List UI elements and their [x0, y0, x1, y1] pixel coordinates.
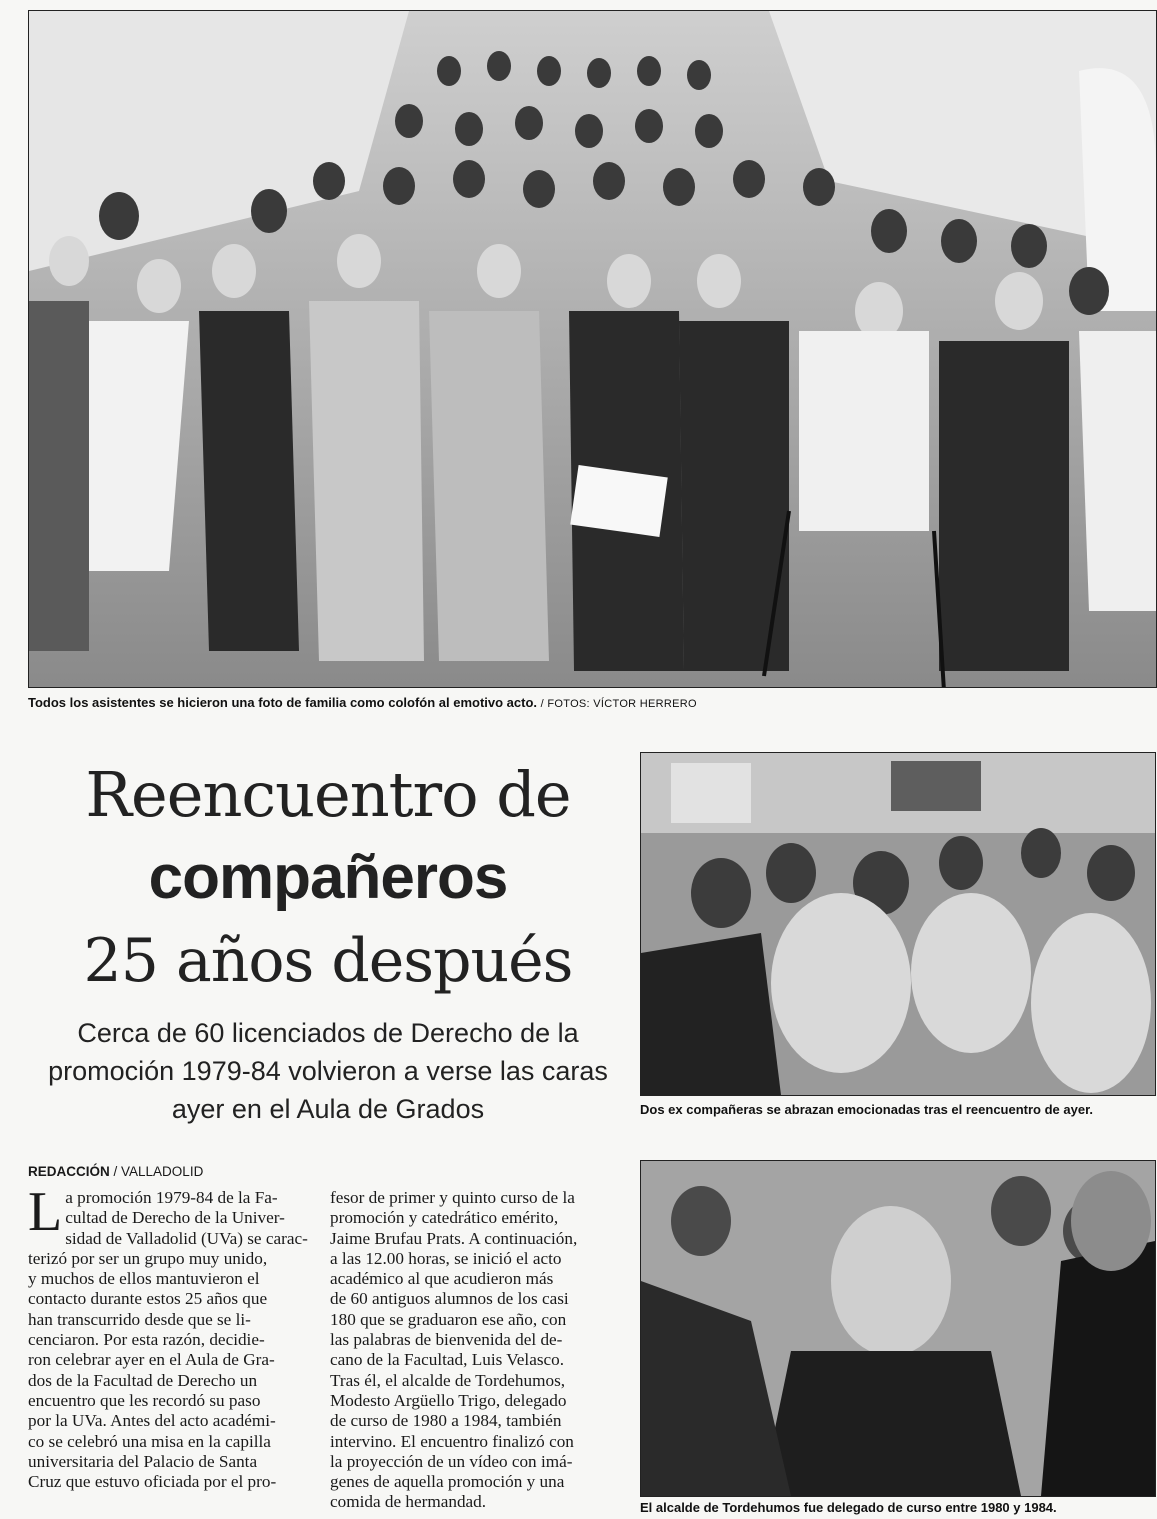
byline-agency: REDACCIÓN [28, 1164, 110, 1179]
article-line: contacto durante estos 25 años que [28, 1289, 268, 1309]
article-line: la proyección de un vídeo con imá- [330, 1451, 573, 1471]
article-line: Cruz que estuvo oficiada por el pro- [28, 1472, 277, 1492]
group-photo [28, 10, 1157, 688]
article-line: de 60 antiguos alumnos de los casi [330, 1289, 569, 1309]
article-line: sidad de Valladolid (UVa) se carac- [65, 1228, 308, 1248]
mayor-photo [640, 1160, 1156, 1497]
byline [28, 1162, 308, 1182]
article-column-2 [330, 1188, 620, 1513]
article-line: por la UVa. Antes del acto académi- [28, 1411, 276, 1431]
article-line: universitaria del Palacio de Santa [28, 1451, 258, 1471]
article-line: a las 12.00 horas, se inició el acto [330, 1248, 562, 1268]
article-line: de curso de 1980 a 1984, también [330, 1411, 562, 1431]
headline-line-2: compañeros [148, 843, 508, 912]
article-line: intervino. El encuentro finalizó con [330, 1431, 574, 1451]
mayor-photo-illustration [641, 1161, 1155, 1496]
headline-line-1: Reencuentro de [85, 758, 571, 831]
article-line: Jaime Brufau Prats. A continuación, [330, 1228, 578, 1248]
article-line: terizó por ser un grupo muy unido, [28, 1248, 268, 1268]
headline [28, 752, 628, 1004]
article-line: promoción y catedrático emérito, [330, 1208, 559, 1228]
subheadline: Cerca de 60 licenciados de Derecho de la promoción 1979-84 volvieron a verse las caras ayer en el Aula de Grados [48, 1018, 608, 1124]
article-line: cenciaron. Por esta razón, decidie- [28, 1330, 265, 1350]
article-line: Modesto Argüello Trigo, delegado [330, 1390, 567, 1410]
headline-line-3: 25 años después [83, 926, 573, 996]
article-line: fesor de primer y quinto curso de la [330, 1188, 575, 1207]
group-photo-caption [28, 695, 697, 710]
hug-photo-caption: Dos ex compañeras se abrazan emocionadas tras el reencuentro de ayer. [640, 1102, 1094, 1117]
article-line: dos de la Facultad de Derecho un [28, 1370, 258, 1390]
column-1-text [28, 1181, 308, 1492]
article-line: genes de aquella promoción y una [330, 1472, 565, 1492]
article-line: a promoción 1979-84 de la Fa- [65, 1188, 278, 1207]
drop-cap: L [28, 1181, 63, 1243]
article-line: han transcurrido desde que se li- [28, 1309, 251, 1329]
article-line: comida de hermandad. [330, 1492, 487, 1512]
article-line: las palabras de bienvenida del de- [330, 1330, 563, 1350]
hug-photo [640, 752, 1156, 1096]
article-line: ron celebrar ayer en el Aula de Gra- [28, 1350, 275, 1370]
article-line: Tras él, el alcalde de Tordehumos, [330, 1370, 566, 1390]
byline-place: / VALLADOLID [113, 1164, 204, 1179]
article-line: y muchos de ellos mantuvieron el [28, 1269, 260, 1289]
article-line: cultad de Derecho de la Univer- [65, 1208, 285, 1228]
photo-credit: / FOTOS: VÍCTOR HERRERO [540, 698, 697, 710]
article-line: académico al que acudieron más [330, 1269, 554, 1289]
article-line: co se celebró una misa en la capilla [28, 1431, 271, 1451]
group-photo-illustration [29, 11, 1156, 687]
article-line: encuentro que les recordó su paso [28, 1390, 261, 1410]
hug-photo-illustration [641, 753, 1155, 1095]
article-line: 180 que se graduaron ese año, con [330, 1309, 567, 1329]
article-line: cano de la Facultad, Luis Velasco. [330, 1350, 565, 1370]
article-column-1 [28, 1162, 308, 1492]
column-2-text [330, 1188, 620, 1513]
group-photo-caption-text: Todos los asistentes se hicieron una foto de familia como colofón al emotivo acto. [28, 695, 538, 710]
mayor-photo-caption: El alcalde de Tordehumos fue delegado de curso entre 1980 y 1984. [640, 1500, 1057, 1515]
